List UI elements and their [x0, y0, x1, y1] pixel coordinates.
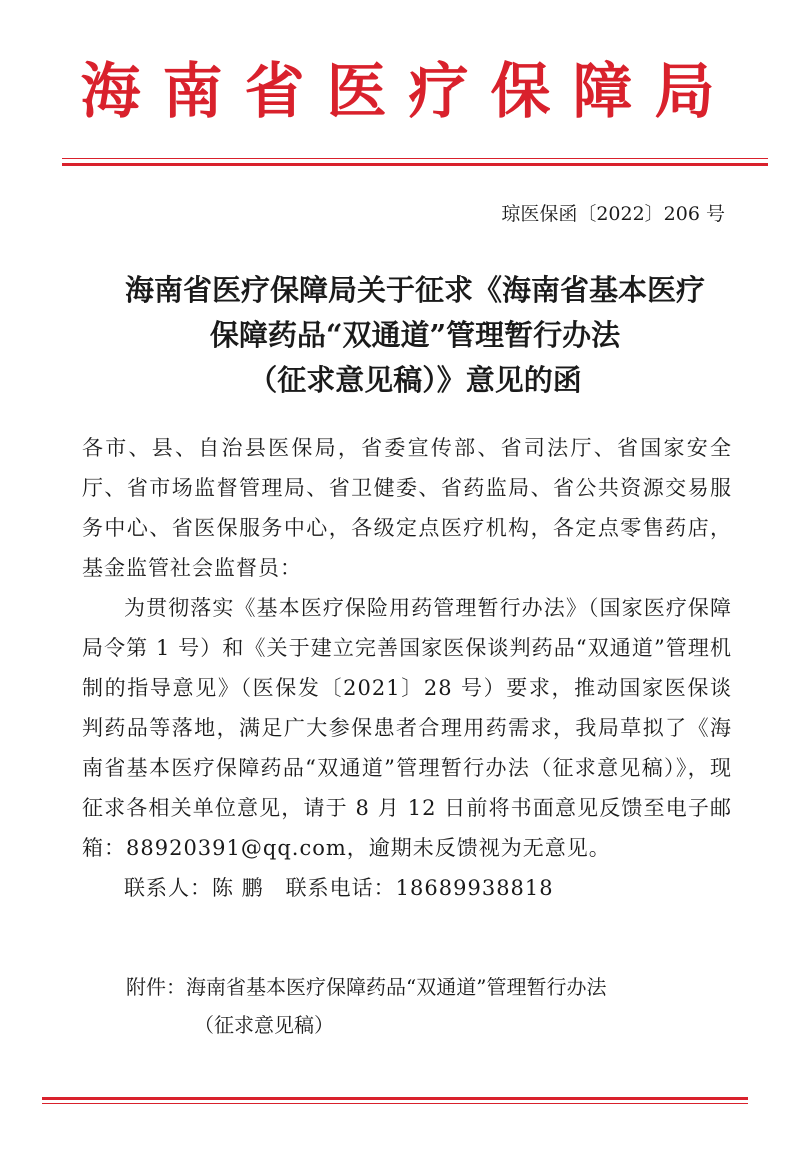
letterhead-rule-top [62, 163, 768, 166]
attachment-line-1: 附件：海南省基本医疗保障药品“双通道”管理暂行办法 [126, 975, 607, 999]
document-body [82, 428, 732, 908]
title-line-3: （征求意见稿）》意见的函 [248, 363, 582, 397]
attachment-line-2: （征求意见稿） [194, 1013, 334, 1037]
title-line-1: 海南省医疗保障局关于征求《海南省基本医疗 [124, 273, 705, 307]
recipients-paragraph: 各市、县、自治县医保局，省委宣传部、省司法厅、省国家安全厅、省市场监督管理局、省卫健委、省药监局、省公共资源交易服务中心、省医保服务中心，各级定点医疗机构，各定点零售药店，基金监管社会监督员： [82, 436, 732, 580]
main-paragraph: 为贯彻落实《基本医疗保险用药管理暂行办法》（国家医疗保障局令第 1 号）和《关于建立完善国家医保谈判药品“双通道”管理机制的指导意见》（医保发〔2021〕28 号）要求，推动国家医保谈判药品等落地，满足广大参保患者合理用药需求，我局草拟了《海南省基本医疗保障药品“双通道”管理暂行办法（征求意见稿）》，现征求各相关单位意见，请于 8 月 12 日前将书面意见反馈至电子邮箱：88920391@qq.com，逾期未反馈视为无意见。 [82, 596, 732, 860]
bottom-rule-thin [42, 1103, 748, 1104]
document-number: 琼医保函〔2022〕206 号 [501, 203, 725, 225]
letterhead-rule-top-thin [62, 158, 768, 159]
contact-line: 联系人：陈 鹏 联系电话：18689938818 [124, 876, 554, 900]
title-line-2: 保障药品“双通道”管理暂行办法 [209, 318, 621, 352]
document-title [70, 268, 760, 403]
bottom-rule [42, 1097, 748, 1100]
attachment-note [126, 968, 606, 1044]
letterhead-org-name: 海南省医疗保障局 [80, 57, 737, 127]
